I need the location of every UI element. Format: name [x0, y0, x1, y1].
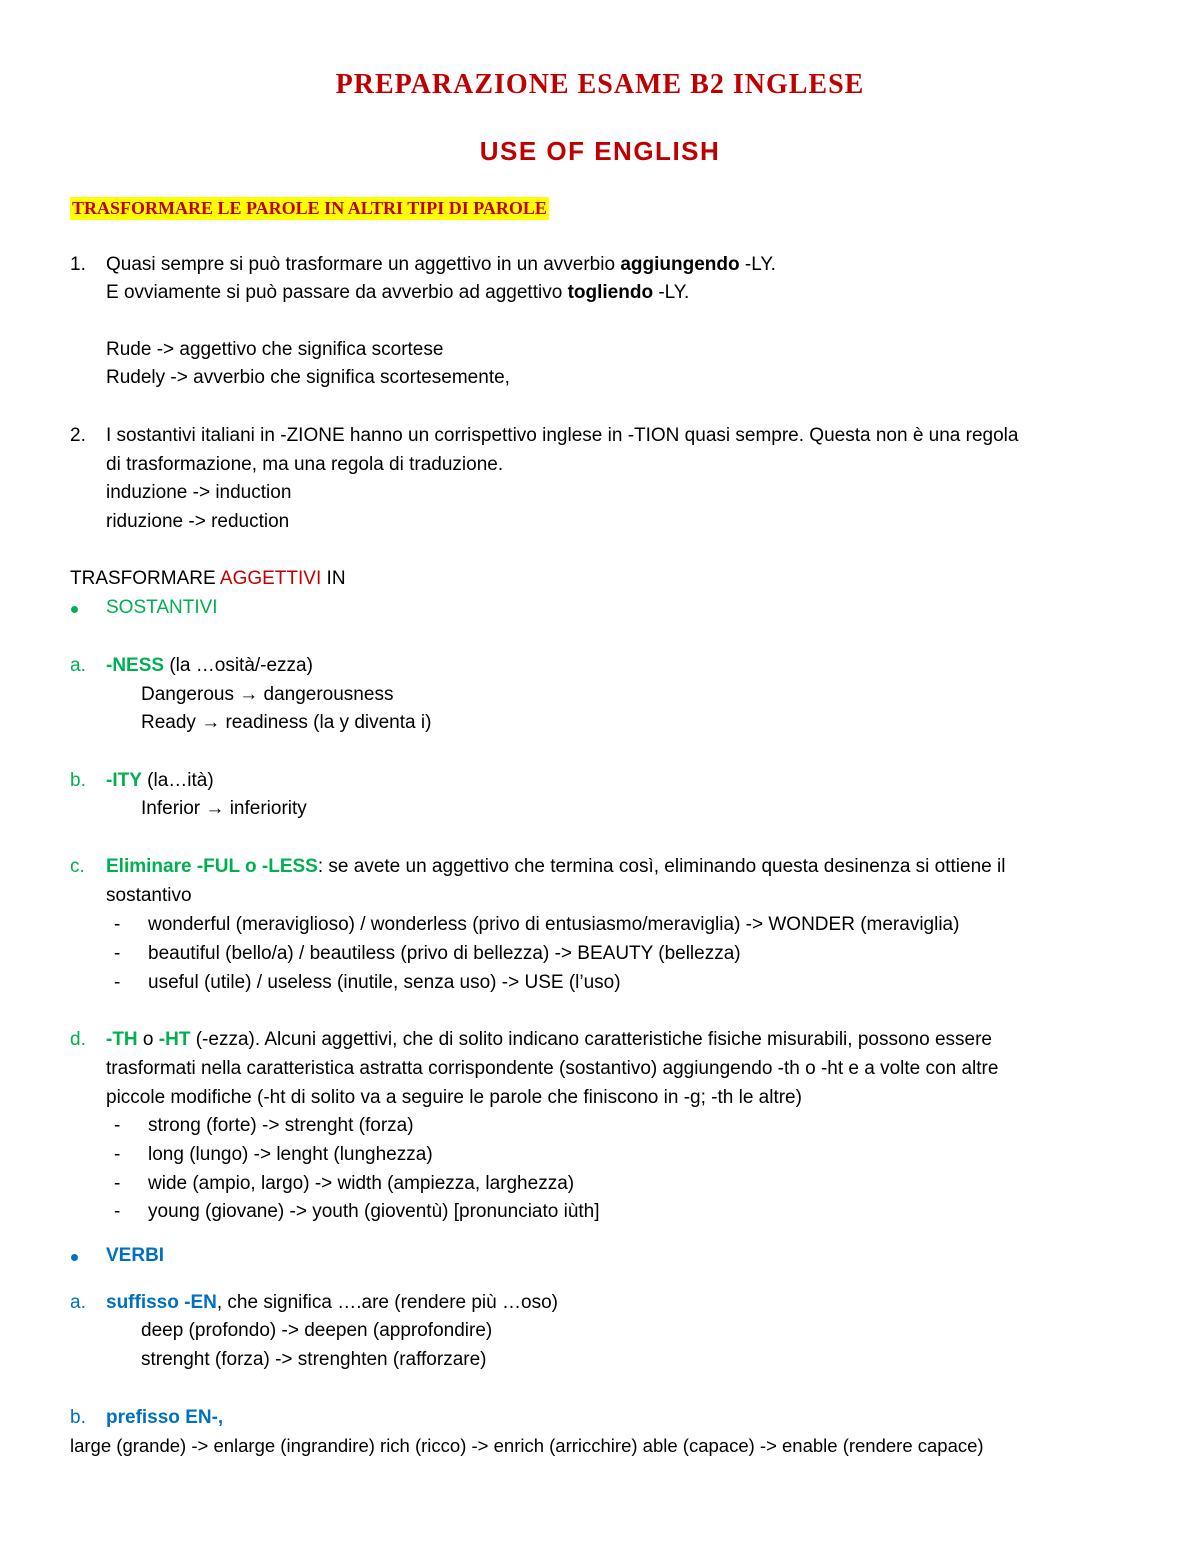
arrow-icon: →	[205, 798, 225, 819]
ful-less-example-2: beautiful (bello/a) / beautiless (privo di bellezza) -> BEAUTY (bellezza)	[148, 943, 741, 964]
dash-marker: -	[114, 972, 121, 993]
dash-marker: -	[114, 1173, 121, 1194]
th-ht-example-1: strong (forte) -> strenght (forza)	[148, 1115, 414, 1136]
item-1-example-1: Rude -> aggettivo che significa scortese	[106, 339, 444, 360]
th-ht-example-3: wide (ampio, largo) -> width (ampiezza, larghezza)	[148, 1173, 575, 1194]
letter-b: b.	[70, 770, 86, 791]
item-2-line-1: I sostantivi italiani in -ZIONE hanno un corrispettivo inglese in -TION quasi sempre. Questa non è una regola	[106, 425, 1019, 446]
section-heading: TRASFORMARE AGGETTIVI IN	[70, 568, 346, 589]
item-2-line-2: di trasformazione, ma una regola di traduzione.	[106, 454, 504, 475]
th-ht-example-2: long (lungo) -> lenght (lunghezza)	[148, 1144, 433, 1165]
item-2-number: 2.	[70, 425, 86, 446]
dash-marker: -	[114, 1144, 121, 1165]
bullet-icon	[71, 1254, 78, 1261]
ful-less-rule-line-2: sostantivo	[106, 885, 192, 906]
th-ht-example-4: young (giovane) -> youth (gioventù) [pronunciato iùth]	[148, 1201, 600, 1222]
letter-a: a.	[70, 655, 86, 676]
suffisso-en-example-1: deep (profondo) -> deepen (approfondire)	[141, 1320, 493, 1341]
ful-less-example-3: useful (utile) / useless (inutile, senza uso) -> USE (l’uso)	[148, 972, 621, 993]
th-ht-rule-line-2: trasformati nella caratteristica astratta corrispondente (sostantivo) aggiungendo -th o -ht e a volte con altre	[106, 1058, 999, 1079]
ness-example-1: Dangerous → dangerousness	[141, 684, 394, 705]
verbi-letter-b: b.	[70, 1407, 86, 1428]
ness-rule: -NESS (la …osità/-ezza)	[106, 655, 313, 676]
document-title: PREPARAZIONE ESAME B2 INGLESE	[335, 69, 865, 100]
ity-rule: -ITY (la…ità)	[106, 770, 214, 791]
th-ht-rule: -TH o -HT (-ezza). Alcuni aggettivi, che di solito indicano caratteristiche fisiche misurabili, possono essere	[106, 1029, 992, 1050]
item-1-example-2: Rudely -> avverbio che significa scortesemente,	[106, 367, 510, 388]
suffisso-en-rule: suffisso -EN, che significa ….are (rendere più …oso)	[106, 1292, 558, 1313]
bullet-sostantivi: SOSTANTIVI	[106, 597, 218, 618]
item-2-example-2: riduzione -> reduction	[106, 511, 290, 532]
bullet-icon	[71, 606, 78, 613]
letter-c: c.	[70, 856, 85, 877]
dash-marker: -	[114, 943, 121, 964]
prefisso-en-rule: prefisso EN-,	[106, 1407, 224, 1428]
ness-example-2: Ready → readiness (la y diventa i)	[141, 712, 432, 733]
verbi-letter-a: a.	[70, 1292, 86, 1313]
bullet-verbi: VERBI	[106, 1245, 165, 1266]
item-2-example-1: induzione -> induction	[106, 482, 292, 503]
letter-d: d.	[70, 1029, 86, 1050]
arrow-icon: →	[239, 684, 259, 705]
item-1-number: 1.	[70, 254, 86, 275]
th-ht-rule-line-3: piccole modifiche (-ht di solito va a seguire le parole che finiscono in -g; -th le altre)	[106, 1087, 802, 1108]
ity-example: Inferior → inferiority	[141, 798, 307, 819]
prefisso-en-examples: large (grande) -> enlarge (ingrandire) rich (ricco) -> enrich (arricchire) able (capace) -> enable (rendere capace)	[70, 1435, 984, 1456]
dash-marker: -	[114, 914, 121, 935]
item-1-line-1: Quasi sempre si può trasformare un aggettivo in un avverbio aggiungendo -LY.	[106, 254, 776, 275]
ful-less-rule: Eliminare -FUL o -LESS: se avete un aggettivo che termina così, eliminando questa desinenza si ottiene il	[106, 856, 1006, 877]
ful-less-example-1: wonderful (meraviglioso) / wonderless (privo di entusiasmo/meraviglia) -> WONDER (meraviglia)	[148, 914, 960, 935]
dash-marker: -	[114, 1201, 121, 1222]
dash-marker: -	[114, 1115, 121, 1136]
item-1-line-2: E ovviamente si può passare da avverbio ad aggettivo togliendo -LY.	[106, 282, 690, 303]
document-subtitle: USE OF ENGLISH	[479, 136, 721, 166]
suffisso-en-example-2: strenght (forza) -> strenghten (rafforzare)	[141, 1349, 487, 1370]
highlighted-heading: TRASFORMARE LE PAROLE IN ALTRI TIPI DI PAROLE	[72, 198, 547, 218]
arrow-icon: →	[201, 712, 221, 733]
